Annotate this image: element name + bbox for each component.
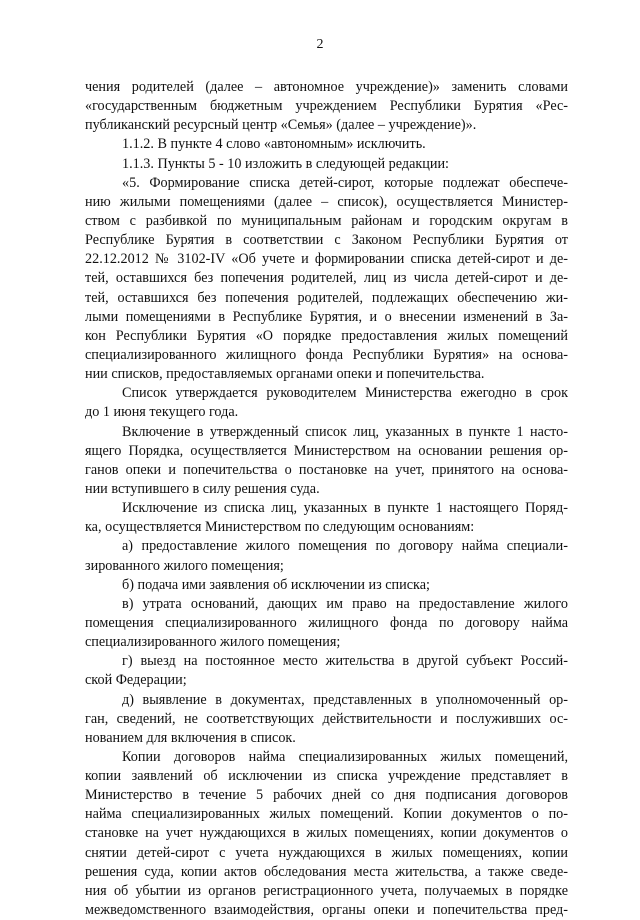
page-number: 2	[316, 37, 324, 52]
text-line: найма специализированных жилых помещений. Копии документов о по-	[85, 806, 568, 823]
text-line: нию жилыми помещениями (далее – список), осуществляется Министер-	[85, 193, 568, 210]
text-line: б) подача ими заявления об исключении из списка;	[122, 576, 430, 593]
text-line: ской Федерации;	[85, 672, 187, 689]
text-line: нии списков, предоставляемых органами опеки и попечительства.	[85, 366, 485, 383]
text-line: помещения специализированного жилищного фонда по договору найма	[85, 614, 568, 631]
text-line: специализированного жилищного фонда Республики Бурятия» на основа-	[85, 346, 568, 363]
text-line: г) выезд на постоянное место жительства в другой субъект Россий-	[122, 653, 568, 670]
text-line: чения родителей (далее – автономное учреждение)» заменить словами	[85, 79, 568, 95]
text-line: нованием для включения в список.	[85, 729, 296, 746]
text-line: ганов опеки и попечительства о постановке на учет, принятого на основа-	[85, 461, 568, 478]
text-line: а) предоставление жилого помещения по договору найма специали-	[122, 538, 568, 555]
text-line: д) выявление в документах, представленных в уполномоченный ор-	[122, 691, 568, 708]
text-line: тей, оставшихся без попечения родителей, подлежащих обеспечению жи-	[85, 289, 568, 306]
text-line: тей, оставшихся без попечения родителей, лиц из числа детей-сирот и де-	[85, 270, 568, 287]
text-line: специализированного жилого помещения;	[85, 634, 341, 651]
text-line: ством с разбивкой по муниципальным районам и городским округам в	[85, 212, 568, 229]
text-line: зированного жилого помещения;	[85, 557, 284, 574]
text-line: 1.1.3. Пункты 5 - 10 изложить в следующей редакции:	[122, 155, 449, 172]
text-line: ящего Порядка, осуществляется Министерством на основании решения ор-	[85, 442, 568, 459]
text-line: Министерство в течение 5 рабочих дней со дня подписания договоров	[85, 787, 568, 804]
text-line: кон Республики Бурятия «О порядке предоставления жилых помещений	[85, 327, 568, 344]
text-line: снятии детей-сирот с учета нуждающихся в жилых помещениях, копии	[85, 844, 568, 861]
text-line: решения суда, копии актов обследования места жительства, а также сведе-	[85, 863, 568, 880]
text-line: становке на учет нуждающихся в жилых помещениях, копии документов о	[85, 825, 568, 842]
text-line: Копии договоров найма специализированных жилых помещений,	[122, 748, 568, 765]
text-line: Республике Бурятия в соответствии с Законом Республики Бурятия от	[85, 232, 568, 249]
text-line: ка, осуществляется Министерством по следующим основаниям:	[85, 519, 475, 536]
text-line: публиканский ресурсный центр «Семья» (далее – учреждение)».	[85, 117, 477, 134]
text-line: «5. Формирование списка детей-сирот, которые подлежат обеспече-	[122, 174, 568, 191]
text-line: Список утверждается руководителем Министерства ежегодно в срок	[122, 385, 568, 402]
text-line: до 1 июня текущего года.	[85, 404, 239, 421]
text-line: Включение в утвержденный список лиц, указанных в пункте 1 насто-	[122, 423, 568, 440]
text-line: Исключение из списка лиц, указанных в пункте 1 настоящего Поряд-	[122, 500, 568, 517]
document-body	[85, 78, 568, 920]
text-line: в) утрата оснований, дающих им право на предоставление жилого	[122, 595, 568, 612]
text-line: копии заявлений об исключении из списка учреждение представляет в	[85, 768, 568, 785]
text-line: 22.12.2012 № 3102-IV «Об учете и формировании списка детей-сирот и де-	[85, 251, 568, 268]
text-line: лыми помещениями в Республике Бурятия, и о внесении изменений в За-	[85, 308, 568, 325]
text-line: «государственным бюджетным учреждением Республики Бурятия «Рес-	[85, 98, 568, 115]
text-line: ган, сведений, не соответствующих действительности и послуживших ос-	[85, 710, 568, 727]
text-line: 1.1.2. В пункте 4 слово «автономным» исключить.	[122, 136, 426, 153]
text-line: межведомственного взаимодействия, органы опеки и попечительства пред-	[85, 902, 568, 919]
text-line: ния об убытии из органов регистрационного учета, получаемых в порядке	[85, 882, 568, 899]
text-line: нии вступившего в силу решения суда.	[85, 480, 320, 497]
